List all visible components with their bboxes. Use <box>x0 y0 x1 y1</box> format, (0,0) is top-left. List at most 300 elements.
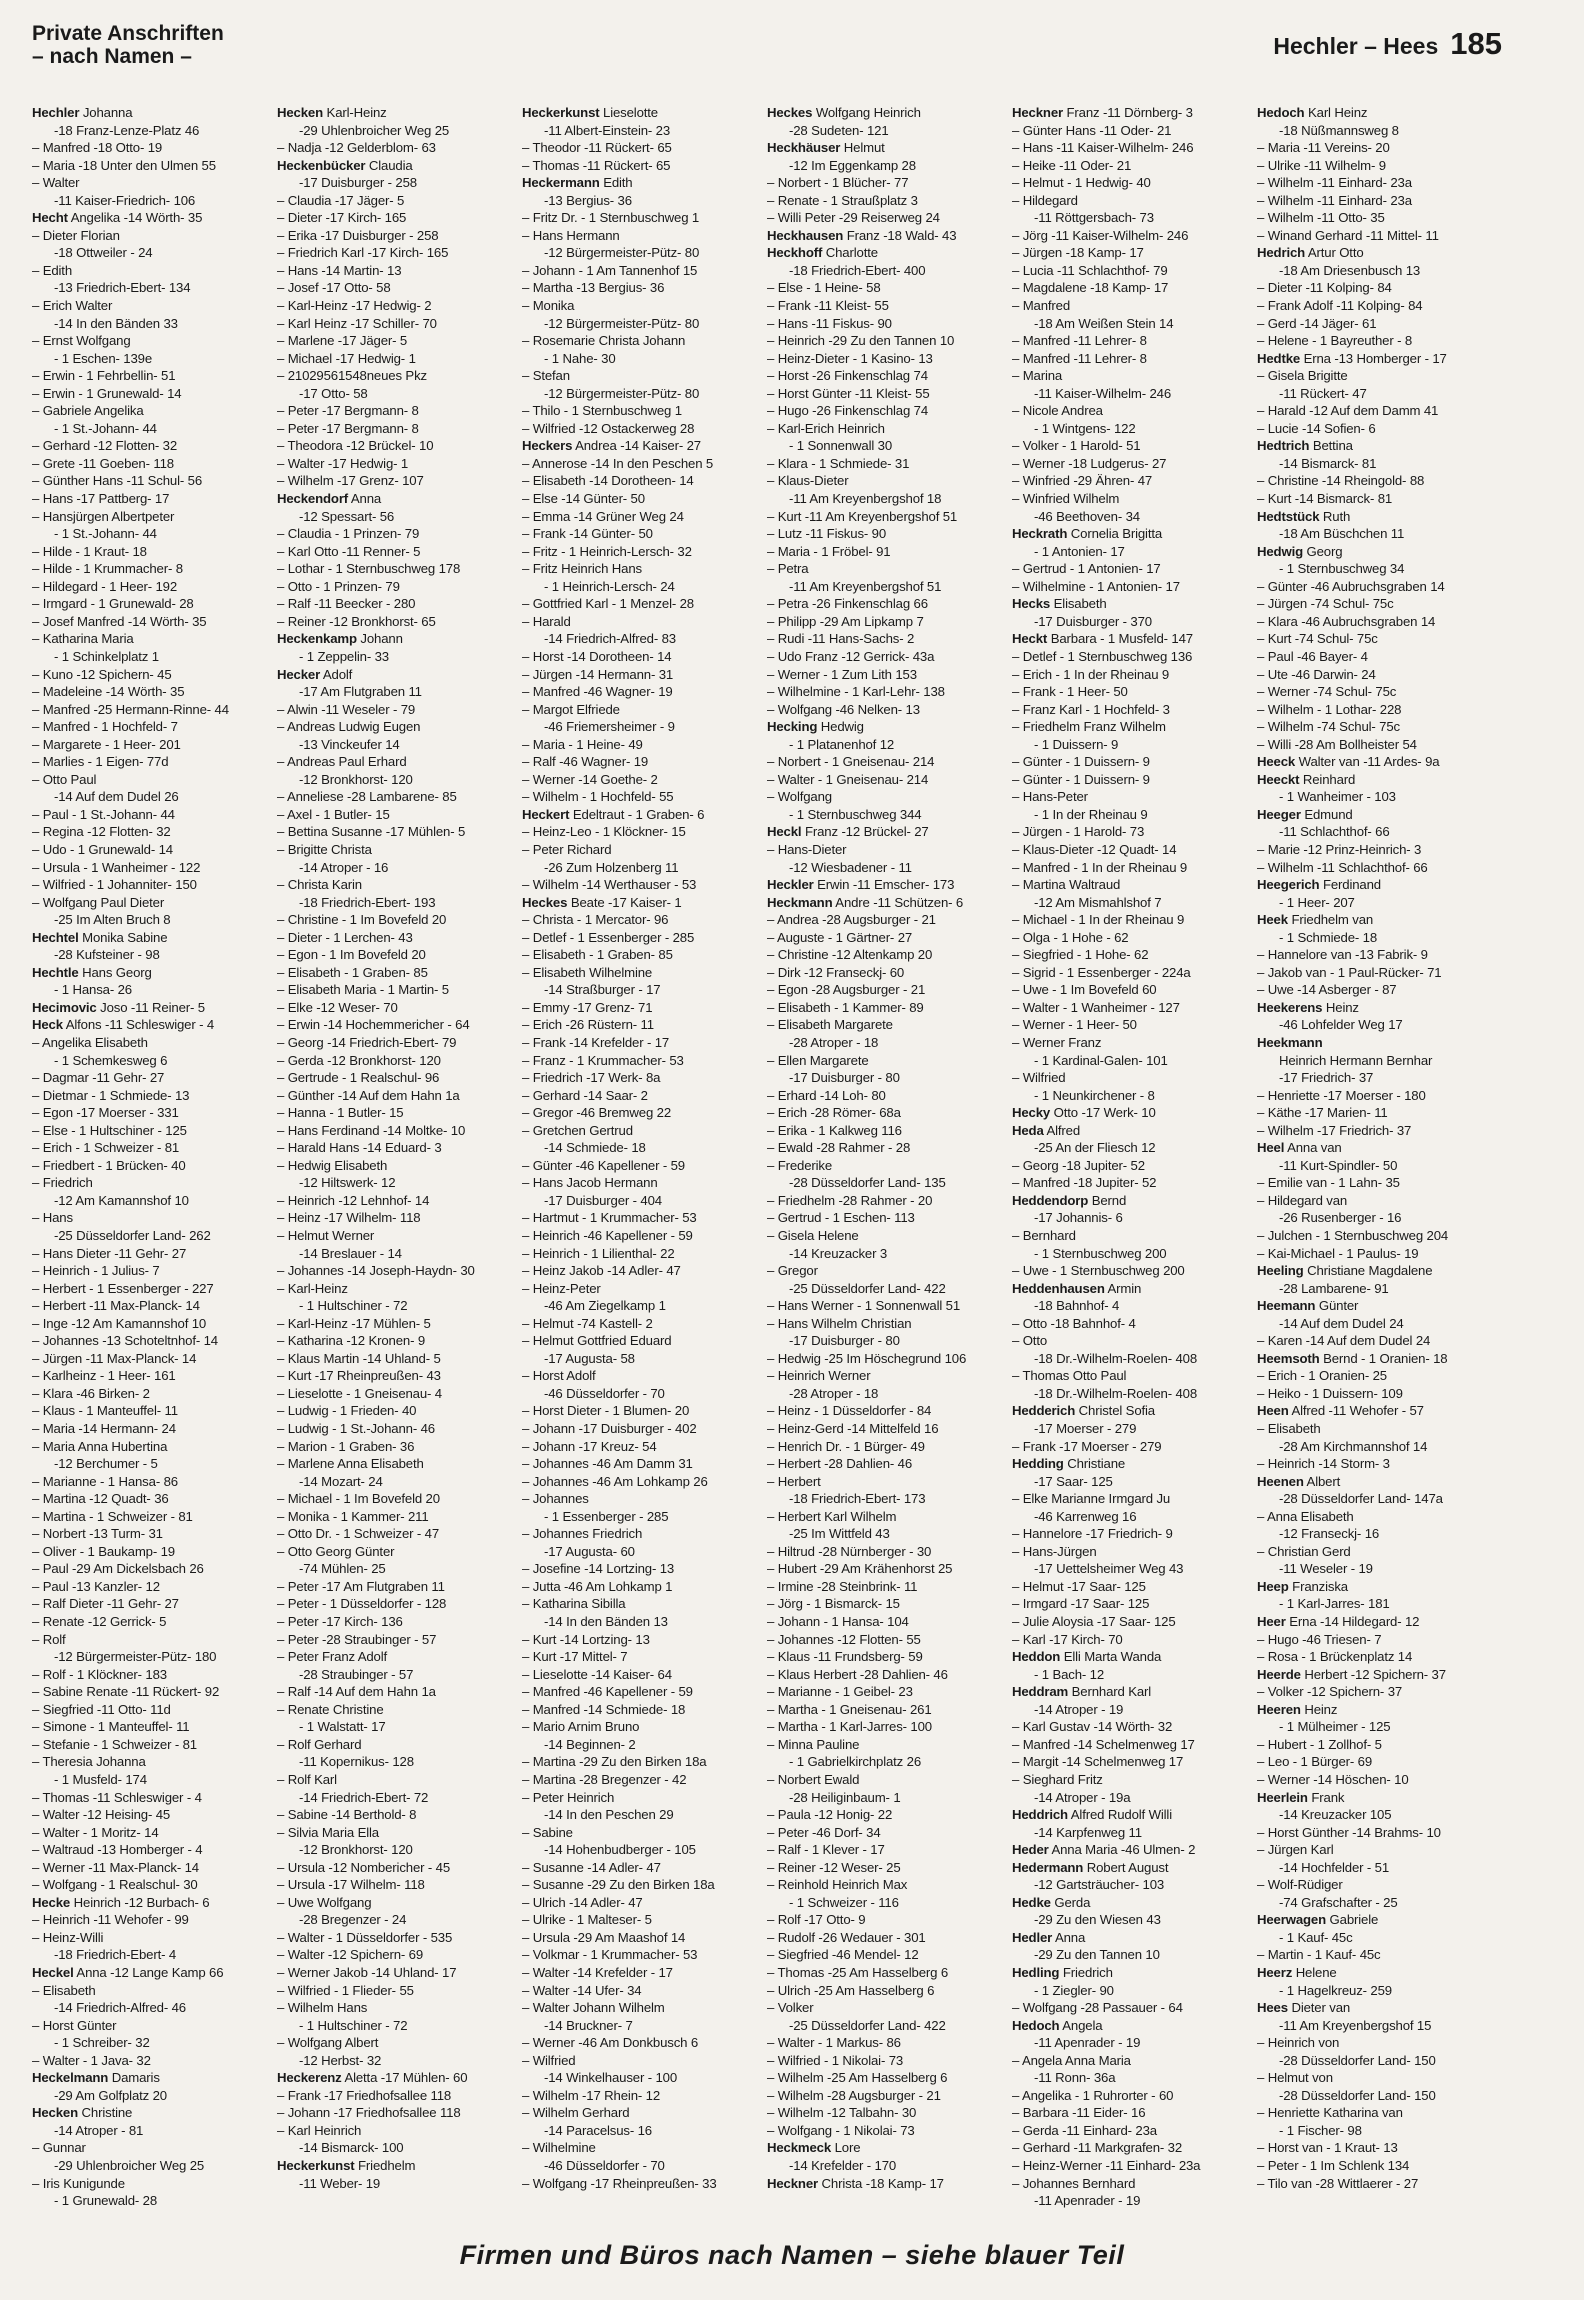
entry-address: - 1 St.-Johann- 44 <box>54 526 157 542</box>
entry-address: -12 Franseckj- 16 <box>1279 1526 1380 1542</box>
entry-detail: Christine <box>81 2105 133 2121</box>
entry-detail: Walter van -11 Ardes- 9a <box>1298 754 1440 770</box>
entry-line: – Gisela Brigitte <box>1257 368 1348 384</box>
surname: Hechtle <box>32 964 79 980</box>
surname: Hecke <box>32 1894 71 1910</box>
entry-line: – Erwin -14 Hochemmericher - 64 <box>277 1017 470 1033</box>
entry-line: – Dieter Florian <box>32 227 120 243</box>
entry-line: – Wolfgang - 1 Nikolai- 73 <box>767 2122 915 2138</box>
entry-line: – Christa Karin <box>277 877 362 893</box>
entry-address: - 1 Duissern- 9 <box>1034 736 1119 752</box>
entry-line: – Inge -12 Am Kamannshof 10 <box>32 1315 207 1331</box>
entry-heading <box>277 490 518 508</box>
entry-line: – Günter Hans -11 Oder- 21 <box>1012 122 1172 138</box>
entry-address: -28 Straubinger - 57 <box>299 1666 414 1682</box>
entry-line: – Franz - 1 Krummacher- 53 <box>522 1052 684 1068</box>
entry-address: -12 Am Kamannshof 10 <box>54 1192 189 1208</box>
entry-address: -46 Düsseldorfer - 70 <box>544 1385 665 1401</box>
entry-heading <box>32 1016 273 1034</box>
surname: Heckermann <box>522 175 600 191</box>
entry-line: – Christine -14 Rheingold- 88 <box>1257 473 1425 489</box>
entry-line: – Manfred -46 Kapellener - 59 <box>522 1684 693 1700</box>
entry-heading <box>1257 350 1498 368</box>
entry-line: – Werner Jakob -14 Uhland- 17 <box>277 1964 457 1980</box>
entry-line: – Manfred -11 Lehrer- 8 <box>1012 350 1147 366</box>
entry-line: – Günter - 1 Duissern- 9 <box>1012 754 1150 770</box>
entry-detail: Albert <box>1306 1473 1341 1489</box>
entry-line: – Heinz-Werner -11 Einhard- 23a <box>1012 2157 1201 2173</box>
entry-heading <box>1012 630 1253 648</box>
surname: Heekmann <box>1257 1034 1323 1050</box>
entry-line: – Reinhold Heinrich Max <box>767 1877 908 1893</box>
entry-detail: Franz -18 Wald- 43 <box>846 227 957 243</box>
surname: Heddrich <box>1012 1807 1068 1823</box>
entry-address: -14 Atroper - 81 <box>54 2122 144 2138</box>
entry-heading <box>32 999 273 1017</box>
entry-heading <box>1012 1104 1253 1122</box>
directory-columns <box>32 104 1502 2234</box>
entry-line: – Else - 1 Hultschiner - 125 <box>32 1122 187 1138</box>
entry-heading <box>1012 1192 1253 1210</box>
entry-line: – Dietmar - 1 Schmiede- 13 <box>32 1087 190 1103</box>
entry-address: -12 Berchumer - 5 <box>54 1456 158 1472</box>
entry-line: – Martha - 1 Karl-Jarres- 100 <box>767 1719 932 1735</box>
entry-heading <box>767 104 1008 122</box>
entry-line: – Claudia - 1 Prinzen- 79 <box>277 526 420 542</box>
surname: Hedling <box>1012 1964 1060 1980</box>
entry-line: – Martina - 1 Schweizer - 81 <box>32 1508 193 1524</box>
entry-detail: Christiane Magdalene <box>1307 1263 1433 1279</box>
surname: Hedtke <box>1257 350 1301 366</box>
entry-line: – Manfred -25 Hermann-Rinne- 44 <box>32 701 229 717</box>
entry-heading <box>277 104 518 122</box>
entry-address: -17 Augusta- 58 <box>544 1350 635 1366</box>
entry-address: - 1 Schemkesweg 6 <box>54 1052 168 1068</box>
entry-line: – Norbert - 1 Gneisenau- 214 <box>767 754 935 770</box>
entry-line: – Johannes Friedrich <box>522 1526 643 1542</box>
entry-line: – Heinz-Gerd -14 Mittelfeld 16 <box>767 1421 939 1437</box>
surname: Hecky <box>1012 1105 1051 1121</box>
entry-detail: Christel Sofia <box>1078 1403 1155 1419</box>
entry-line: – Rudolf -26 Wedauer - 301 <box>767 1929 926 1945</box>
entry-address: -74 Mühlen- 25 <box>299 1561 386 1577</box>
entry-address: -18 Dr.-Wilhelm-Roelen- 408 <box>1034 1350 1198 1366</box>
entry-address: -11 Kaiser-Wilhelm- 246 <box>1034 385 1172 401</box>
entry-line: – Hartmut - 1 Krummacher- 53 <box>522 1210 697 1226</box>
entry-line: – Wilhelm Gerhard <box>522 2105 630 2121</box>
entry-detail: Alfred -11 Wehofer - 57 <box>1291 1403 1424 1419</box>
surname: Hecking <box>767 719 818 735</box>
entry-line: – Walter - 1 Düsseldorfer - 535 <box>277 1929 453 1945</box>
entry-address: -18 Am Weißen Stein 14 <box>1034 315 1174 331</box>
entry-line: – Siegfried - 1 Hohe- 62 <box>1012 947 1149 963</box>
entry-address: -14 Bismarck- 81 <box>1279 455 1377 471</box>
entry-line: – Manfred -46 Wagner- 19 <box>522 684 673 700</box>
entry-line: – Karl Gustav -14 Wörth- 32 <box>1012 1719 1173 1735</box>
entry-detail: Georg <box>1306 543 1343 559</box>
entry-line: – Helmut -17 Saar- 125 <box>1012 1578 1146 1594</box>
entry-detail: Alfred <box>1046 1122 1081 1138</box>
surname: Heek <box>1257 912 1288 928</box>
entry-address: -28 Düsseldorfer Land- 135 <box>789 1175 946 1191</box>
entry-line: – Uwe - 1 Sternbuschweg 200 <box>1012 1263 1185 1279</box>
entry-line: – Ellen Margarete <box>767 1052 869 1068</box>
entry-line: – Rosa - 1 Brückenplatz 14 <box>1257 1649 1413 1665</box>
entry-line: – Hans Dieter -11 Gehr- 27 <box>32 1245 187 1261</box>
entry-line: – Heinrich -14 Storm- 3 <box>1257 1456 1390 1472</box>
entry-address: -13 Vinckeufer 14 <box>299 736 400 752</box>
entry-line: – Susanne -29 Zu den Birken 18a <box>522 1877 715 1893</box>
entry-line: – Wilhelm -11 Einhard- 23a <box>1257 192 1412 208</box>
entry-line: – Sigrid - 1 Essenberger - 224a <box>1012 964 1191 980</box>
entry-address: -11 Ronn- 36a <box>1034 2070 1116 2086</box>
entry-address: - 1 St.-Johann- 44 <box>54 420 157 436</box>
entry-line: – Manfred - 1 Hochfeld- 7 <box>32 719 178 735</box>
entry-line: – Johannes -14 Joseph-Haydn- 30 <box>277 1263 475 1279</box>
entry-line: – Rudi -11 Hans-Sachs- 2 <box>767 631 915 647</box>
entry-address: -18 Ottweiler - 24 <box>54 245 153 261</box>
entry-address: - 1 Hagelkreuz- 259 <box>1279 1982 1392 1998</box>
entry-line: – Hans Werner - 1 Sonnenwall 51 <box>767 1298 961 1314</box>
surname: Heckmann <box>767 894 833 910</box>
entry-heading <box>767 244 1008 262</box>
entry-line: – Anneliese -28 Lambarene- 85 <box>277 789 457 805</box>
entry-detail: Monika Sabine <box>82 929 168 945</box>
surname: Heeren <box>1257 1701 1301 1717</box>
surname: Heeling <box>1257 1263 1304 1279</box>
entry-detail: Friedhelm <box>358 2157 416 2173</box>
entry-line: – Gertrud - 1 Eschen- 113 <box>767 1210 915 1226</box>
entry-line: – Otto Georg Günter <box>277 1543 395 1559</box>
entry-line: – Sieghard Fritz <box>1012 1771 1103 1787</box>
surname: Heerz <box>1257 1964 1293 1980</box>
entry-line: – Helmut Werner <box>277 1228 375 1243</box>
entry-line: – Gerhard -12 Flotten- 32 <box>32 438 178 454</box>
entry-heading <box>1257 806 1498 824</box>
entry-detail: Johann <box>360 631 403 647</box>
entry-address: -46 Düsseldorfer - 70 <box>544 2157 665 2173</box>
entry-line: – Peter -28 Straubinger - 57 <box>277 1631 437 1647</box>
entry-address: - 1 Fischer- 98 <box>1279 2122 1362 2138</box>
entry-line: – Walter <box>32 175 80 191</box>
entry-line: – Walter -14 Krefelder - 17 <box>522 1964 673 1980</box>
surname: Heckenkamp <box>277 631 357 647</box>
entry-line: – Walter -12 Spichern- 69 <box>277 1947 424 1963</box>
entry-heading <box>522 174 763 192</box>
entry-line: – Manfred -18 Jupiter- 52 <box>1012 1175 1157 1191</box>
entry-line: – Paul - 1 St.-Johann- 44 <box>32 806 175 822</box>
entry-heading <box>32 964 273 982</box>
entry-heading <box>1257 911 1498 929</box>
entry-line: – Karl Heinz -17 Schiller- 70 <box>277 315 437 331</box>
entry-detail: Anna <box>350 491 382 507</box>
entry-detail: Hans Georg <box>82 964 152 980</box>
entry-address: -11 Weseler - 19 <box>1279 1561 1373 1577</box>
entry-line: – Elisabeth <box>1257 1421 1321 1437</box>
entry-line: – Elisabeth - 1 Graben- 85 <box>277 964 428 980</box>
entry-line: – Werner - 1 Heer- 50 <box>1012 1017 1137 1033</box>
column-3 <box>522 104 767 2234</box>
entry-line: – Lutz -11 Fiskus- 90 <box>767 526 887 542</box>
entry-line: – Katharina -12 Kronen- 9 <box>277 1333 426 1349</box>
entry-line: – Karl Otto -11 Renner- 5 <box>277 543 421 559</box>
entry-line: – Gertrude - 1 Realschul- 96 <box>277 1070 440 1086</box>
entry-line: – Anna Elisabeth <box>1257 1508 1354 1524</box>
entry-line: – Wilhelm Hans <box>277 2000 368 2016</box>
entry-line: – Hedwig Elisabeth <box>277 1157 388 1173</box>
entry-address: -11 Apenrader - 19 <box>1034 2193 1141 2209</box>
entry-detail: Ruth <box>1322 508 1351 524</box>
entry-line: – Marianne - 1 Geibel- 23 <box>767 1684 913 1700</box>
entry-line: – Hans-Jürgen <box>1012 1543 1097 1559</box>
entry-line: – Emmy -17 Grenz- 71 <box>522 999 653 1015</box>
entry-heading <box>1257 104 1498 122</box>
entry-line: – Fritz Heinrich Hans <box>522 561 642 577</box>
entry-line: – Wilhelm -11 Schlachthof- 66 <box>1257 859 1428 875</box>
entry-line: – Karl-Heinz <box>277 1280 348 1296</box>
entry-line: – Jörg - 1 Bismarck- 15 <box>767 1596 900 1612</box>
entry-address: -17 Augusta- 60 <box>544 1543 635 1559</box>
entry-line: – Sabine Renate -11 Rückert- 92 <box>32 1684 220 1700</box>
entry-line: – Jakob van - 1 Paul-Rücker- 71 <box>1257 964 1442 980</box>
entry-line: – Peter - 1 Düsseldorfer - 128 <box>277 1596 447 1612</box>
entry-detail: Franz -11 Dörnberg- 3 <box>1066 105 1193 120</box>
surname: Heel <box>1257 1140 1285 1156</box>
entry-line: – Henriette -17 Moerser - 180 <box>1257 1087 1426 1103</box>
entry-line: – Frank -11 Kleist- 55 <box>767 298 889 314</box>
entry-line: – Wolfgang <box>767 789 832 805</box>
entry-detail: Edeltraut - 1 Graben- 6 <box>572 806 705 822</box>
entry-line: – Günter -46 Kapellener - 59 <box>522 1157 685 1173</box>
surname: Heckes <box>522 894 568 910</box>
entry-heading <box>1012 525 1253 543</box>
entry-line: – Jürgen -18 Kamp- 17 <box>1012 245 1144 261</box>
entry-address: -12 Gartsträucher- 103 <box>1034 1877 1165 1893</box>
entry-address: -13 Bergius- 36 <box>544 192 632 208</box>
entry-detail: Adolf <box>322 666 353 682</box>
entry-address: -29 Uhlenbroicher Weg 25 <box>299 122 450 138</box>
entry-line: – Norbert -13 Turm- 31 <box>32 1526 163 1542</box>
entry-line: – Hans -14 Martin- 13 <box>277 262 402 278</box>
entry-detail: Edmund <box>1304 806 1353 822</box>
entry-address: - 1 Ziegler- 90 <box>1034 1982 1114 1998</box>
entry-line: – Uwe -14 Asberger - 87 <box>1257 982 1397 998</box>
entry-line: – Helmut -74 Kastell- 2 <box>522 1315 653 1331</box>
entry-line: – Kurt -14 Bismarck- 81 <box>1257 491 1393 507</box>
entry-line: – Kurt -17 Rheinpreußen- 43 <box>277 1368 441 1384</box>
entry-detail: Erna -13 Homberger - 17 <box>1303 350 1447 366</box>
entry-line: – Walter -12 Heising- 45 <box>32 1807 171 1823</box>
entry-address: -29 Zu den Wiesen 43 <box>1034 1912 1161 1928</box>
entry-address: - 1 Kardinal-Galen- 101 <box>1034 1052 1168 1068</box>
entry-heading <box>1012 1648 1253 1666</box>
entry-line: – Rolf <box>32 1631 66 1647</box>
surname: Heeckt <box>1257 771 1300 787</box>
entry-line: – Egon - 1 Im Bovefeld 20 <box>277 947 426 963</box>
entry-heading <box>767 894 1008 912</box>
entry-detail: Bettina <box>1312 438 1353 454</box>
entry-line: – Horst Adolf <box>522 1368 596 1384</box>
surname: Heer <box>1257 1614 1286 1630</box>
entry-heading <box>1012 595 1253 613</box>
entry-line: – Hans -11 Fiskus- 90 <box>767 315 892 331</box>
entry-line: – Elisabeth - 1 Kammer- 89 <box>767 999 924 1015</box>
entry-address: -12 Im Eggenkamp 28 <box>789 157 916 173</box>
entry-line: – Heinz -17 Wilhelm- 118 <box>277 1210 421 1226</box>
entry-line: – Mario Arnim Bruno <box>522 1719 640 1735</box>
entry-address: -28 Lambarene- 91 <box>1279 1280 1389 1296</box>
entry-line: – Georg -18 Jupiter- 52 <box>1012 1157 1145 1173</box>
surname: Hecimovic <box>32 999 97 1015</box>
entry-line: – Dagmar -11 Gehr- 27 <box>32 1070 165 1086</box>
entry-line: – Ursula -29 Am Maashof 14 <box>522 1929 686 1945</box>
entry-line: – Frank -14 Krefelder - 17 <box>522 1034 670 1050</box>
surname: Heckert <box>522 806 570 822</box>
entry-detail: Elli Marta Wanda <box>1063 1649 1162 1665</box>
entry-line: – Wolfgang Albert <box>277 2035 379 2051</box>
entry-address: - 1 Essenberger - 285 <box>544 1508 669 1524</box>
entry-line: – Maria Anna Hubertina <box>32 1438 168 1454</box>
entry-detail: Aletta -17 Mühlen- 60 <box>344 2070 468 2086</box>
entry-line: – Käthe -17 Marien- 11 <box>1257 1105 1388 1121</box>
entry-line: – Wilhelm -25 Am Hasselberg 6 <box>767 2070 948 2086</box>
entry-line: – Günter - 1 Duissern- 9 <box>1012 771 1150 787</box>
entry-line: – Ludwig - 1 Frieden- 40 <box>277 1403 417 1419</box>
entry-line: – Horst Günter -11 Kleist- 55 <box>767 385 930 401</box>
entry-address: -46 Am Ziegelkamp 1 <box>544 1298 666 1314</box>
entry-line: – Walter - 1 Moritz- 14 <box>32 1824 159 1840</box>
entry-heading <box>1257 1999 1498 2017</box>
entry-address: -14 Krefelder - 170 <box>789 2157 897 2173</box>
entry-address: -17 Duisburger - 404 <box>544 1192 662 1208</box>
entry-heading <box>277 2069 518 2087</box>
entry-line: – Manfred -14 Schmiede- 18 <box>522 1701 686 1717</box>
entry-address: - 1 Grunewald- 28 <box>54 2193 158 2209</box>
entry-line: – Klaus-Dieter -12 Quadt- 14 <box>1012 841 1177 857</box>
entry-line: – Siegfried -11 Otto- 11d <box>32 1701 171 1717</box>
entry-line: – Irmine -28 Steinbrink- 11 <box>767 1578 918 1594</box>
entry-heading <box>1012 1683 1253 1701</box>
entry-line: – Wilfried <box>522 2052 576 2068</box>
section-title-line1: Private Anschriften <box>32 22 224 45</box>
entry-line: – Hilde - 1 Kraut- 18 <box>32 543 147 559</box>
entry-detail: Hedwig <box>820 719 864 735</box>
entry-line: – Katharina Sibilla <box>522 1596 626 1612</box>
entry-detail: Bernhard Karl <box>1071 1684 1152 1700</box>
entry-address: - 1 Schweizer - 116 <box>789 1894 899 1910</box>
entry-line: – Simone - 1 Manteuffel- 11 <box>32 1719 190 1735</box>
entry-line: – 21029561548neues Pkz <box>277 368 427 384</box>
entry-line: – Lucie -14 Sofien- 6 <box>1257 420 1376 436</box>
entry-line: – Dieter -17 Kirch- 165 <box>277 210 407 226</box>
entry-line: – Hans Ferdinand -14 Moltke- 10 <box>277 1122 466 1138</box>
entry-line: – Werner - 1 Zum Lith 153 <box>767 666 917 682</box>
entry-line: – Jutta -46 Am Lohkamp 1 <box>522 1578 673 1594</box>
page-header <box>32 22 1502 82</box>
entry-line: – Angelika Elisabeth <box>32 1034 148 1050</box>
entry-line: – Peter -46 Dorf- 34 <box>767 1824 881 1840</box>
entry-line: – Herbert -28 Dahlien- 46 <box>767 1456 913 1472</box>
entry-address: - 1 Schreiber- 32 <box>54 2035 150 2051</box>
entry-line: – Ulrike - 1 Malteser- 5 <box>522 1912 652 1928</box>
entry-line: – Karlheinz - 1 Heer- 161 <box>32 1368 176 1384</box>
entry-line: – Paul -46 Bayer- 4 <box>1257 648 1368 664</box>
entry-address: -17 Friedrich- 37 <box>1279 1070 1374 1086</box>
column-6 <box>1257 104 1502 2234</box>
entry-heading <box>522 104 763 122</box>
entry-line: – Otto -18 Bahnhof- 4 <box>1012 1315 1136 1331</box>
entry-address: -17 Duisburger - 258 <box>299 175 417 191</box>
entry-address: -18 Franz-Lenze-Platz 46 <box>54 122 200 138</box>
entry-line: – Horst Günter <box>32 2017 117 2033</box>
entry-address: -17 Saar- 125 <box>1034 1473 1113 1489</box>
entry-detail: Ferdinand <box>1322 877 1381 893</box>
surname: Heerlein <box>1257 1789 1308 1805</box>
entry-detail: Bernd <box>1091 1192 1127 1208</box>
entry-line: – Heike -11 Oder- 21 <box>1012 157 1132 173</box>
entry-heading <box>767 718 1008 736</box>
entry-heading <box>1257 244 1498 262</box>
entry-address: - 1 Platanenhof 12 <box>789 736 895 752</box>
entry-line: – Petra -26 Finkenschlag 66 <box>767 596 928 612</box>
entry-line: – Norbert Ewald <box>767 1771 860 1787</box>
entry-line: – Wilhelm - 1 Lothar- 228 <box>1257 701 1402 717</box>
entry-line: – Peter Richard <box>522 841 612 857</box>
entry-heading <box>1257 1402 1498 1420</box>
surname: Heckt <box>1012 631 1048 647</box>
entry-address: - 1 Gabrielkirchplatz 26 <box>789 1754 921 1770</box>
entry-line: – Wilhelm -17 Friedrich- 37 <box>1257 1122 1412 1138</box>
entry-heading <box>1257 1350 1498 1368</box>
entry-line: – Christa - 1 Mercator- 96 <box>522 912 669 928</box>
entry-line: – Hans <box>32 1210 73 1226</box>
surname: Heda <box>1012 1122 1044 1138</box>
entry-detail: Lore <box>834 2140 861 2156</box>
surname: Hecken <box>277 105 324 120</box>
entry-line: – Peter - 1 Im Schlenk 134 <box>1257 2157 1410 2173</box>
entry-address: - 1 Hultschiner - 72 <box>299 2017 408 2033</box>
entry-line: – Winfried Wilhelm <box>1012 491 1120 507</box>
entry-detail: Bernd - 1 Oranien- 18 <box>1323 1350 1448 1366</box>
entry-address: -46 Beethoven- 34 <box>1034 508 1140 524</box>
entry-address: -14 Friedrich-Alfred- 83 <box>544 631 676 647</box>
entry-address: - 1 Antonien- 17 <box>1034 543 1125 559</box>
entry-line: – Lieselotte - 1 Gneisenau- 4 <box>277 1385 442 1401</box>
entry-address: -14 Straßburger - 17 <box>544 982 661 998</box>
entry-line: – Werner -18 Ludgerus- 27 <box>1012 455 1167 471</box>
entry-line: – Marion - 1 Graben- 36 <box>277 1438 415 1454</box>
surname: Heckenbücker <box>277 157 366 173</box>
entry-detail: Claudia <box>368 157 413 173</box>
entry-line: – Udo - 1 Grunewald- 14 <box>32 841 173 857</box>
entry-address: -11 Rückert- 47 <box>1279 385 1367 401</box>
entry-line: – Julchen - 1 Sternbuschweg 204 <box>1257 1228 1449 1243</box>
entry-line: – Gisela Helene <box>767 1228 859 1243</box>
entry-address: -12 Bürgermeister-Pütz- 80 <box>544 245 700 261</box>
entry-address: -11 Schlachthof- 66 <box>1279 824 1390 840</box>
surname: Hedke <box>1012 1894 1051 1910</box>
entry-line: – Paul -29 Am Dickelsbach 26 <box>32 1561 204 1577</box>
surname: Hechler <box>32 105 80 120</box>
entry-line: – Rosemarie Christa Johann <box>522 333 686 349</box>
entry-address: -25 Im Alten Bruch 8 <box>54 912 171 928</box>
entry-line: – Rolf Gerhard <box>277 1736 362 1752</box>
entry-line: – Gerhard -11 Markgrafen- 32 <box>1012 2140 1183 2156</box>
surname: Heerwagen <box>1257 1912 1327 1928</box>
entry-line: – Heinz-Willi <box>32 1929 104 1945</box>
entry-line: – Siegfried -46 Mendel- 12 <box>767 1947 919 1963</box>
entry-line: – Ursula - 1 Wanheimer - 122 <box>32 859 201 875</box>
